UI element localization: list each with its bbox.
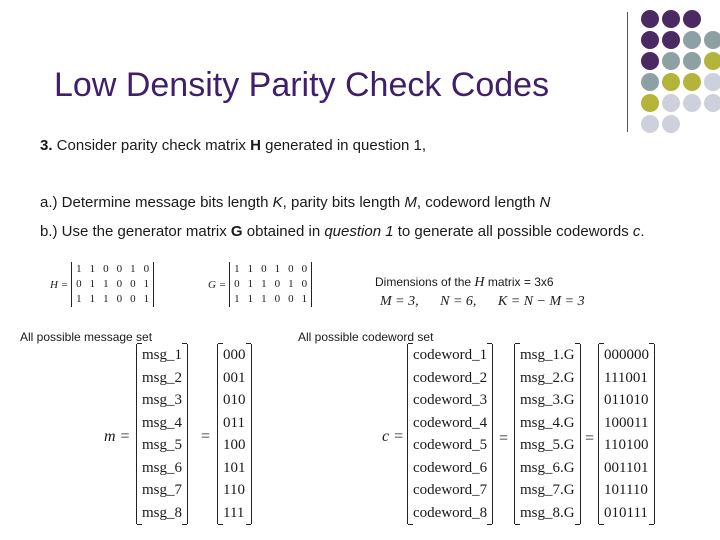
msg-times-G-cell: msg_3.G: [520, 392, 575, 408]
message-bits-cell: 010: [223, 392, 246, 408]
decorative-dot: [683, 10, 701, 28]
matrix-cell: 1: [261, 293, 267, 305]
codeword-set-caption: All possible codeword set: [298, 330, 434, 344]
matrix-cell: 1: [301, 293, 308, 305]
bracket-tip: [246, 524, 251, 525]
decorative-dot: [704, 94, 720, 112]
matrix-cell: 1: [89, 263, 96, 275]
matrix-cell: 1: [288, 278, 294, 290]
codeword-bits-cell: 101110: [604, 482, 648, 498]
part-b-G: G: [230, 223, 243, 240]
matrix-row: [72, 292, 154, 307]
message-bits-cell: 011: [223, 414, 245, 431]
matrix-row: [72, 277, 154, 292]
matrix-row: [230, 292, 312, 307]
c-label: [382, 428, 404, 446]
message-bits-cell: 111: [223, 504, 245, 521]
bracket-tip: [515, 524, 520, 525]
K-value: K = N − M = 3: [497, 294, 585, 309]
G-label: G =: [208, 278, 227, 291]
part-b-line: [40, 223, 645, 240]
message-cell: msg_2: [142, 369, 183, 386]
m-label-text: m =: [104, 428, 131, 445]
matrix-row: [230, 262, 312, 277]
matrix-cell: 1: [143, 278, 150, 290]
bracket-tip: [246, 343, 251, 344]
codeword-cell: codeword_5: [413, 437, 488, 453]
msg-times-G-cell: msg_2.G: [520, 369, 575, 386]
H-matrix: [50, 262, 154, 307]
message-bits-cell: 100: [223, 437, 246, 453]
message-cell: msg_4: [142, 414, 183, 431]
message-bits-column: [217, 344, 252, 524]
decorative-dot: [683, 73, 701, 91]
matrix-cell: 0: [130, 293, 136, 305]
bracket-tip: [599, 524, 604, 525]
bracket-tip: [515, 343, 520, 344]
decorative-dot: [662, 52, 680, 70]
bracket-tip: [599, 343, 604, 344]
matrix-cell: 1: [130, 263, 136, 275]
question-number: 3.: [40, 137, 53, 154]
codeword-cell: codeword_1: [413, 347, 488, 363]
bracket-tip: [218, 524, 223, 525]
decorative-dot: [662, 73, 680, 91]
question-H: H: [250, 137, 261, 154]
matrix-cell: 0: [234, 278, 240, 290]
msg-times-G-cell: msg_1.G: [520, 347, 575, 363]
part-b-prefix: b.) Use the generator matrix: [40, 223, 231, 240]
dimensions-prefix: Dimensions of the: [375, 275, 475, 289]
matrix-cell: 1: [234, 293, 240, 305]
bracket-tip: [182, 524, 187, 525]
matrix-cell: 1: [89, 278, 96, 290]
decorative-dot: [662, 115, 680, 133]
part-b-c: c: [632, 223, 641, 240]
decorative-dot: [641, 115, 659, 133]
decorative-dot: [662, 31, 680, 49]
part-b-mid2: to generate all possible codewords: [393, 223, 633, 240]
part-a-mid1: , parity bits length: [282, 194, 405, 211]
part-a-K: K: [272, 194, 283, 211]
bracket-tip: [575, 343, 580, 344]
question-suffix: generated in question 1,: [260, 137, 427, 154]
message-bits-cell: 000: [223, 347, 246, 363]
decorative-dot: [641, 10, 659, 28]
codeword-bits-cell: 111001: [604, 369, 648, 386]
equals-sign: =: [201, 428, 211, 445]
bracket-tip: [487, 524, 492, 525]
part-b-end: .: [640, 223, 645, 240]
bracket-tip: [487, 343, 492, 344]
part-b-question-ref: question 1: [324, 223, 394, 240]
page-title: Low Density Parity Check Codes: [54, 66, 550, 104]
matrix-cell: 1: [103, 293, 109, 305]
message-cell: msg_3: [142, 392, 183, 408]
matrix-cell: 1: [234, 263, 240, 275]
codeword-bits-cell: 000000: [604, 347, 649, 363]
decorative-dot: [683, 31, 701, 49]
matrix-cell: 1: [143, 293, 150, 305]
matrix-cell: 0: [76, 278, 82, 290]
decorative-dot: [704, 31, 720, 49]
matrix-cell: 1: [76, 263, 82, 275]
bracket-tip: [182, 343, 187, 344]
dimensions-suffix: matrix = 3x6: [484, 275, 554, 289]
part-a-M: M: [404, 194, 417, 211]
question-line: [40, 137, 426, 154]
msg-times-G-cell: msg_6.G: [520, 459, 575, 476]
bracket-tip: [408, 343, 413, 344]
dimensions-H: H: [474, 275, 485, 290]
msg-times-G-cell: msg_5.G: [520, 437, 575, 453]
H-label: H =: [50, 278, 69, 291]
message-bits-cell: 110: [223, 482, 245, 498]
part-a-line: [40, 194, 550, 211]
matrix-cell: 1: [247, 293, 254, 305]
matrix-row: [72, 262, 154, 277]
codeword-bits-cell: 100011: [604, 414, 649, 431]
message-set-caption: All possible message set: [20, 330, 153, 344]
matrix-cell: 0: [116, 278, 123, 290]
msg-times-G-cell: msg_7.G: [520, 482, 575, 498]
message-bits-cell: 001: [223, 369, 246, 386]
decorative-dot: [641, 52, 659, 70]
codeword-cell: codeword_6: [413, 459, 488, 476]
decorative-dot: [683, 52, 701, 70]
M-value: M = 3,: [380, 294, 419, 309]
message-cell: msg_8: [142, 504, 183, 521]
decorative-dot: [704, 73, 720, 91]
part-a-mid2: , codeword length: [416, 194, 540, 211]
N-value: N = 6,: [440, 294, 477, 309]
codeword-cell: codeword_7: [413, 482, 488, 498]
decorative-dot: [662, 10, 680, 28]
matrix-cell: 0: [274, 293, 281, 305]
matrix-cell: 1: [274, 263, 281, 275]
matrix-cell: 1: [103, 278, 109, 290]
codeword-cell: codeword_2: [413, 369, 488, 386]
bracket-tip: [575, 524, 580, 525]
matrix-cell: 0: [288, 293, 294, 305]
decorative-dot: [662, 94, 680, 112]
msg-times-G-column: [514, 344, 581, 524]
G-matrix: [208, 262, 312, 307]
matrix-cell: 1: [89, 293, 96, 305]
bracket-tip: [218, 343, 223, 344]
m-label: [104, 428, 130, 446]
message-cell: msg_1: [142, 347, 183, 363]
c-label-text: c =: [382, 428, 404, 445]
codeword-cell: codeword_3: [413, 392, 488, 408]
codeword-bits-cell: 011010: [604, 392, 649, 408]
matrix-cell: 0: [143, 263, 150, 275]
codeword-cell: codeword_4: [413, 414, 488, 431]
decorative-dot: [641, 31, 659, 49]
matrix-cell: 0: [116, 263, 123, 275]
bracket-tip: [649, 524, 654, 525]
message-bits-cell: 101: [223, 459, 246, 476]
codeword-bits-column: [598, 344, 655, 524]
matrix-cell: 0: [288, 263, 294, 275]
codeword-bits-cell: 110100: [604, 437, 649, 453]
codeword-bits-cell: 001101: [604, 459, 649, 476]
message-cell: msg_6: [142, 459, 183, 476]
bracket-tip: [408, 524, 413, 525]
part-a-prefix: a.) Determine message bits length: [40, 194, 273, 211]
codeword-bits-cell: 010111: [604, 504, 648, 521]
matrix-cell: 1: [247, 263, 254, 275]
bracket-tip: [137, 524, 142, 525]
question-text: Consider parity check matrix: [52, 137, 251, 154]
matrix-cell: 1: [247, 278, 254, 290]
part-b-mid: obtained in: [242, 223, 325, 240]
G-matrix-table: [229, 262, 312, 307]
matrix-cell: 0: [130, 278, 136, 290]
dimensions-line: [375, 275, 554, 291]
message-cell: msg_5: [142, 437, 183, 453]
matrix-cell: 0: [116, 293, 123, 305]
part-a-N: N: [539, 194, 551, 211]
H-matrix-table: [71, 262, 154, 307]
matrix-cell: 0: [261, 263, 267, 275]
matrix-row: [230, 277, 312, 292]
matrix-cell: 0: [103, 263, 109, 275]
decorative-dot: [641, 94, 659, 112]
bracket-tip: [649, 343, 654, 344]
divider-line: [627, 12, 628, 132]
codewords-column: [407, 344, 493, 524]
equals-sign: =: [585, 430, 595, 447]
message-cell: msg_7: [142, 482, 183, 498]
codeword-cell: codeword_8: [413, 504, 488, 521]
matrix-cell: 0: [301, 263, 308, 275]
mnk-line: [380, 294, 585, 310]
matrix-cell: 1: [261, 278, 267, 290]
matrix-cell: 1: [76, 293, 82, 305]
matrix-cell: 0: [301, 278, 308, 290]
decorative-dot: [683, 94, 701, 112]
msg-times-G-cell: msg_4.G: [520, 414, 575, 431]
matrix-cell: 0: [274, 278, 281, 290]
msgs-column: [136, 344, 188, 524]
decorative-dot: [704, 52, 720, 70]
msg-times-G-cell: msg_8.G: [520, 504, 575, 521]
decorative-dot: [641, 73, 659, 91]
equals-sign: =: [499, 430, 509, 447]
bracket-tip: [137, 343, 142, 344]
